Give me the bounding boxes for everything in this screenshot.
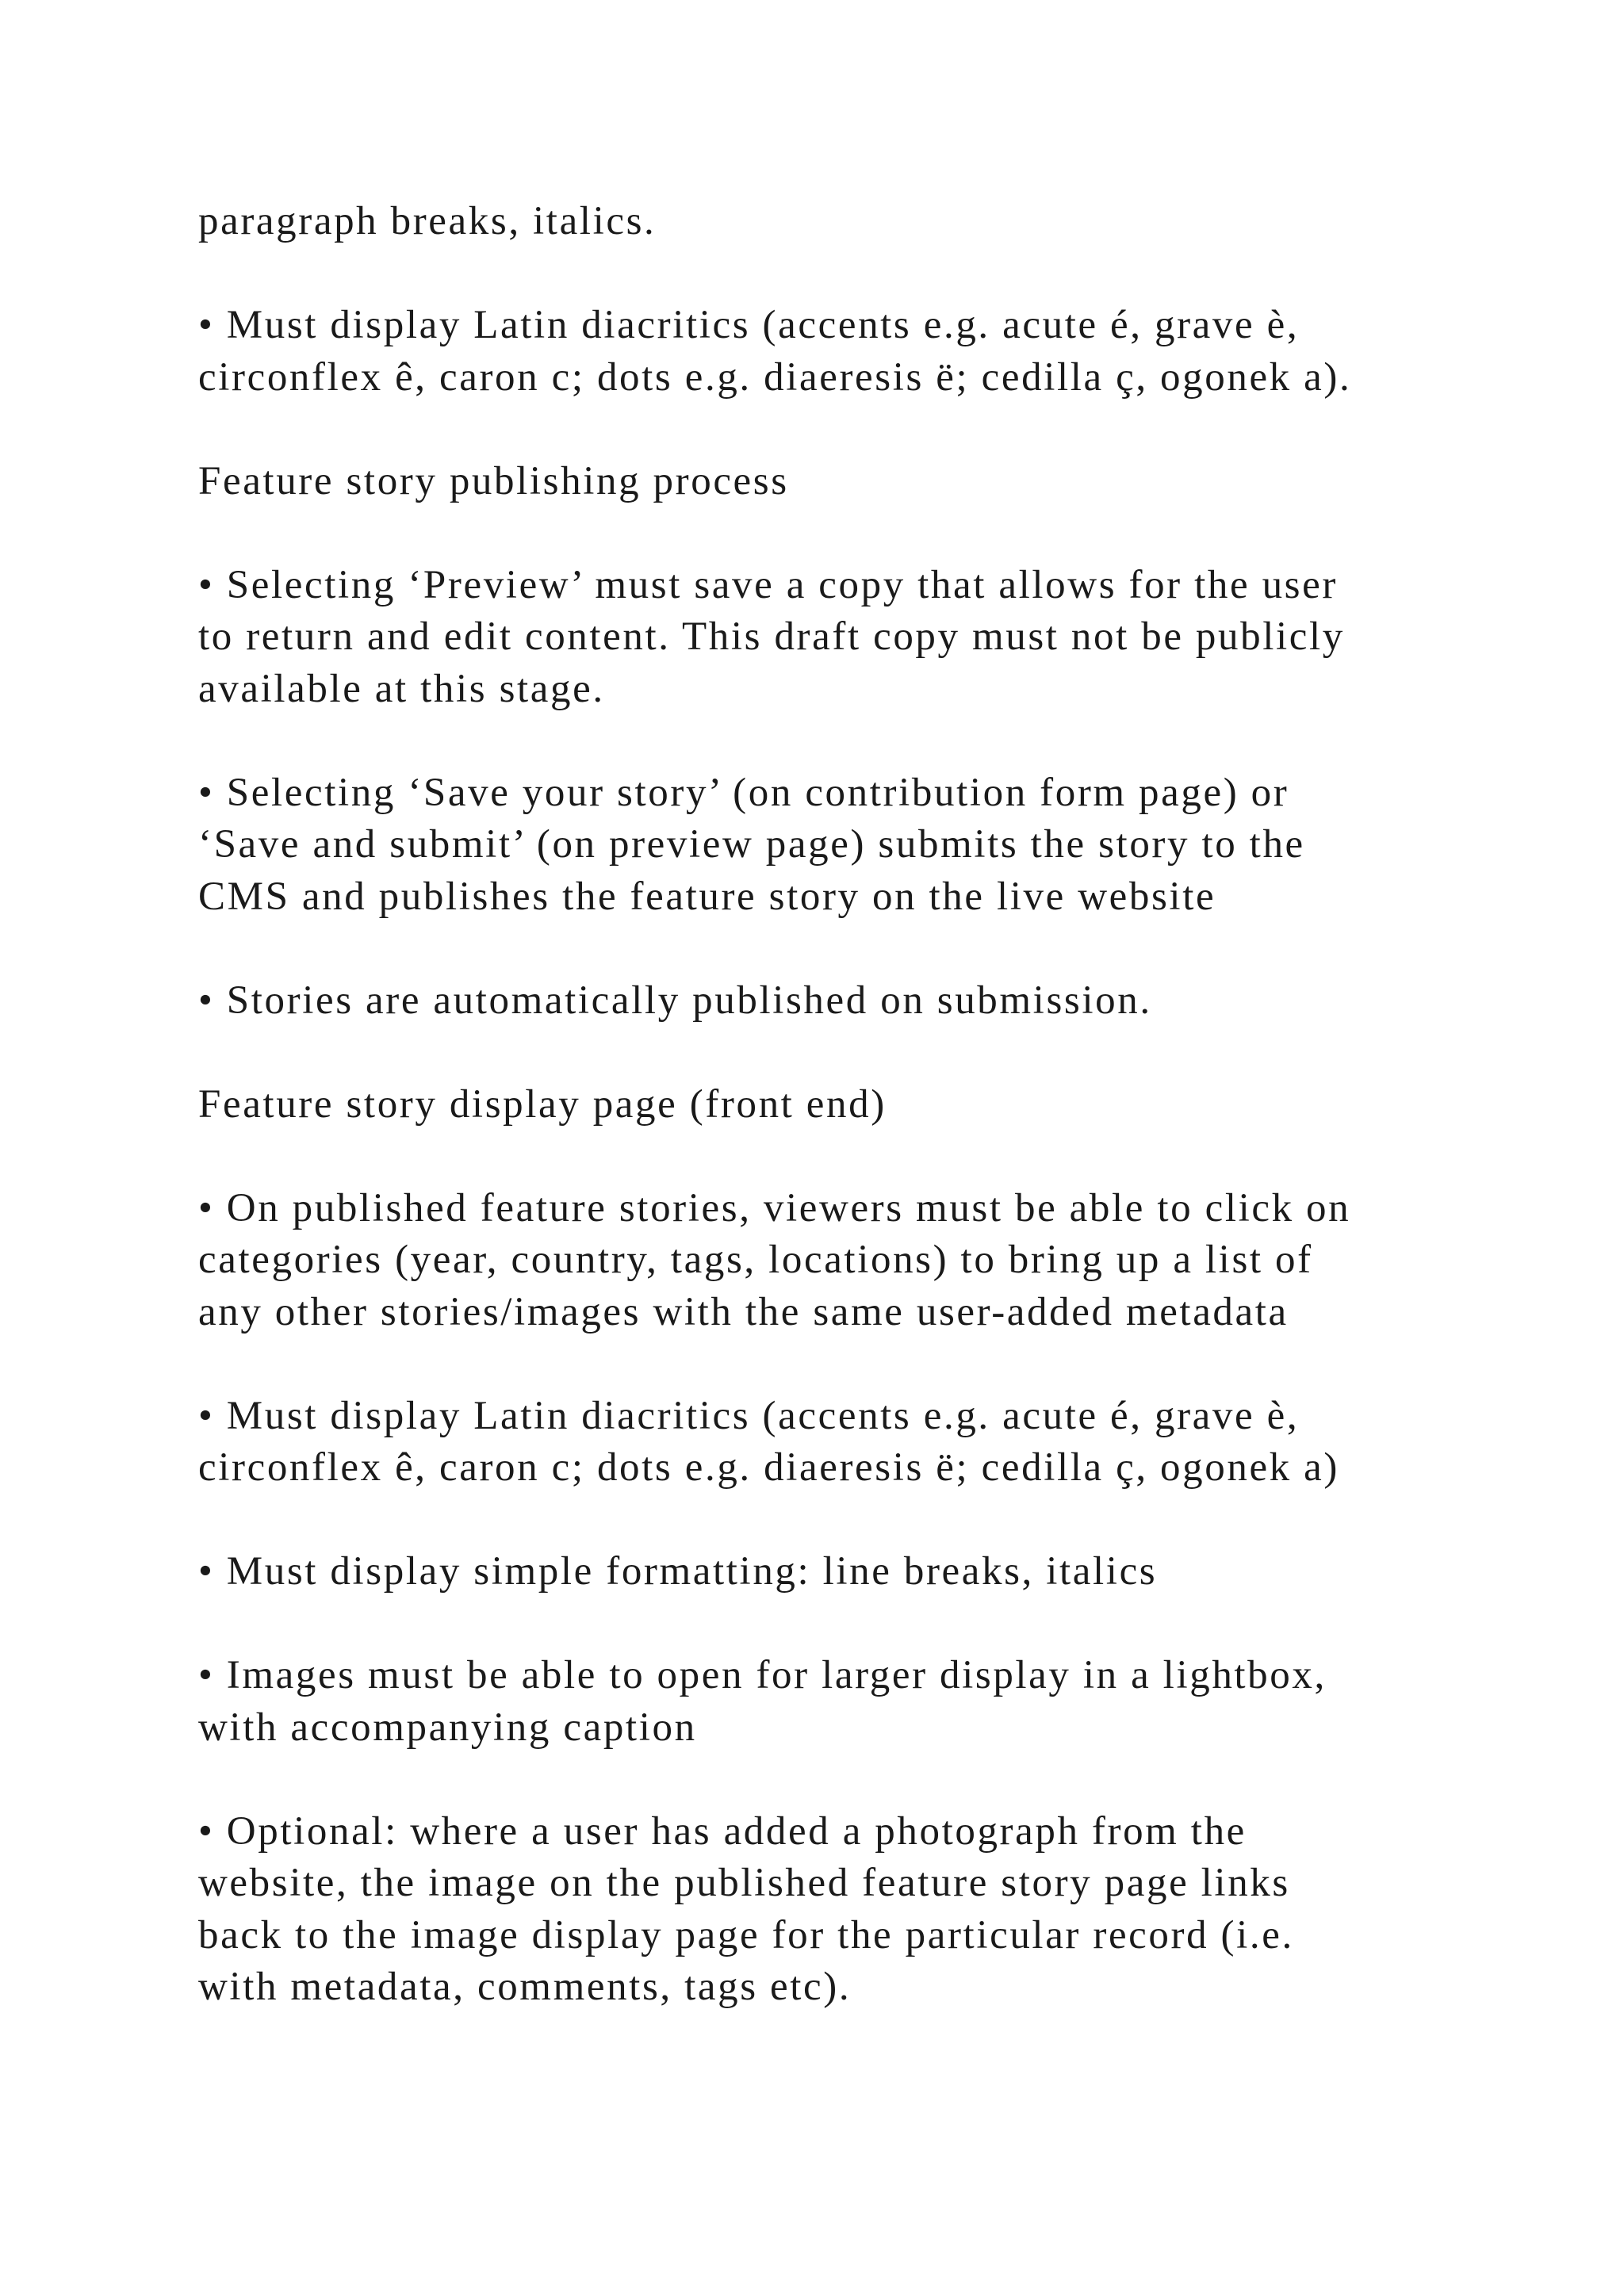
text-line: CMS and publishes the feature story on the live website [198, 874, 1216, 919]
text-line: circonflex ê, caron c; dots e.g. diaeresis ë; cedilla ç, ogonek a). [198, 354, 1352, 400]
bullet-categories [198, 1183, 1467, 1339]
text-line: website, the image on the published feature story page links [198, 1861, 1290, 1905]
text-line: categories (year, country, tags, locations) to bring up a list of [198, 1238, 1313, 1282]
bullet-save [198, 767, 1467, 924]
text-line: • Stories are automatically published on submission. [198, 978, 1152, 1023]
heading-text: Feature story publishing process [198, 458, 789, 503]
text-line: • Optional: where a user has added a photograph from the [198, 1808, 1247, 1854]
text-line: • Must display Latin diacritics (accents e.g. acute é, grave è, [198, 1393, 1300, 1438]
text-line: circonflex ê, caron c; dots e.g. diaeresis ë; cedilla ç, ogonek a) [198, 1445, 1339, 1490]
section-heading-publishing [198, 456, 1467, 508]
bullet-diacritics-form [198, 300, 1467, 404]
bullet-optional-link [198, 1806, 1467, 2014]
document-page [198, 196, 1467, 2065]
text-line: with metadata, comments, tags etc). [198, 1965, 852, 2009]
text-line: • Images must be able to open for larger display in a lightbox, [198, 1653, 1327, 1697]
paragraph-formatting-tail [198, 196, 1467, 248]
bullet-preview [198, 560, 1467, 716]
text-line: with accompanying caption [198, 1705, 697, 1750]
text-line: • Selecting ‘Preview’ must save a copy that allows for the user [198, 562, 1338, 607]
bullet-simple-formatting [198, 1546, 1467, 1598]
heading-text: Feature story display page (front end) [198, 1081, 887, 1127]
text-line: • Must display simple formatting: line breaks, italics [198, 1549, 1158, 1594]
bullet-lightbox [198, 1650, 1467, 1754]
bullet-diacritics-display [198, 1391, 1467, 1494]
text-line: paragraph breaks, italics. [198, 199, 657, 243]
text-line: • On published feature stories, viewers must be able to click on [198, 1185, 1351, 1230]
text-line: • Must display Latin diacritics (accents e.g. acute é, grave è, [198, 303, 1300, 347]
text-line: any other stories/images with the same user-added metadata [198, 1289, 1289, 1334]
text-line: • Selecting ‘Save your story’ (on contribution form page) or [198, 770, 1289, 815]
text-line: available at this stage. [198, 666, 605, 711]
section-heading-display [198, 1079, 1467, 1131]
text-line: ‘Save and submit’ (on preview page) submits the story to the [198, 822, 1305, 867]
bullet-auto-publish [198, 975, 1467, 1027]
text-line: back to the image display page for the particular record (i.e. [198, 1912, 1294, 1957]
text-line: to return and edit content. This draft copy must not be publicly [198, 614, 1345, 659]
